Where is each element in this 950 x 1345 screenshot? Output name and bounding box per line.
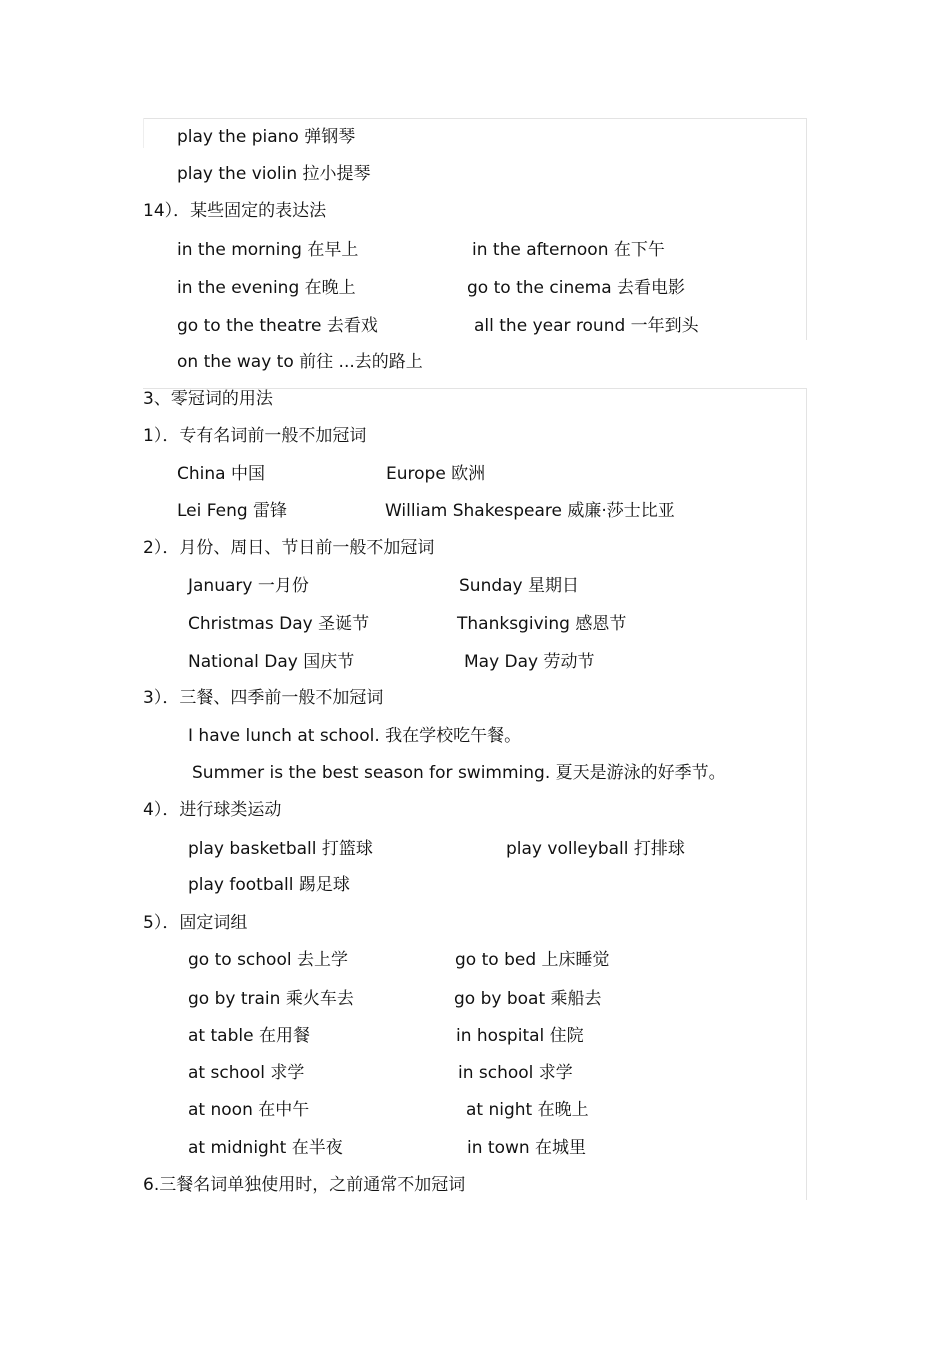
frame-left-rule-upper [143, 118, 144, 148]
section-heading-6: 6.三餐名词单独使用时，之前通常不加冠词 [143, 1175, 466, 1195]
subheading-ball-games: 4）．进行球类运动 [143, 800, 282, 820]
section-heading-14: 14）．某些固定的表达法 [143, 201, 327, 221]
example-play-football: play football 踢足球 [188, 875, 350, 895]
frame-right-rule-upper [806, 118, 807, 340]
subheading-proper-nouns: 1）．专有名词前一般不加冠词 [143, 426, 367, 446]
phrase-in-the-evening: in the evening 在晚上 [177, 278, 356, 298]
phrase-all-year-round: all the year round 一年到头 [474, 316, 699, 336]
example-lunch-at-school: I have lunch at school. 我在学校吃午餐。 [188, 726, 522, 746]
phrase-play-piano: play the piano 弹钢琴 [177, 127, 356, 147]
phrase-go-to-school: go to school 去上学 [188, 950, 348, 970]
phrase-in-hospital: in hospital 住院 [456, 1026, 584, 1046]
example-christmas-day: Christmas Day 圣诞节 [188, 614, 370, 634]
phrase-go-to-theatre: go to the theatre 去看戏 [177, 316, 378, 336]
example-china: China 中国 [177, 464, 265, 484]
phrase-at-night: at night 在晚上 [466, 1100, 589, 1120]
phrase-at-noon: at noon 在中午 [188, 1100, 310, 1120]
phrase-go-to-bed: go to bed 上床睡觉 [455, 950, 610, 970]
example-play-basketball: play basketball 打篮球 [188, 839, 373, 859]
example-lei-feng: Lei Feng 雷锋 [177, 501, 288, 521]
phrase-at-school: at school 求学 [188, 1063, 305, 1083]
phrase-go-to-cinema: go to the cinema 去看电影 [467, 278, 686, 298]
frame-right-rule-lower [806, 388, 807, 1200]
phrase-go-by-boat: go by boat 乘船去 [454, 989, 602, 1009]
phrase-in-the-morning: in the morning 在早上 [177, 240, 359, 260]
phrase-in-town: in town 在城里 [467, 1138, 587, 1158]
example-shakespeare: William Shakespeare 威廉·莎士比亚 [385, 501, 675, 521]
section-heading-zero-article: 3、零冠词的用法 [143, 389, 273, 409]
phrase-play-violin: play the violin 拉小提琴 [177, 164, 371, 184]
frame-top-rule [143, 118, 807, 119]
example-sunday: Sunday 星期日 [459, 576, 580, 596]
example-may-day: May Day 劳动节 [464, 652, 595, 672]
example-thanksgiving: Thanksgiving 感恩节 [457, 614, 627, 634]
subheading-meals-seasons: 3）．三餐、四季前一般不加冠词 [143, 688, 384, 708]
example-play-volleyball: play volleyball 打排球 [506, 839, 685, 859]
phrase-in-school: in school 求学 [458, 1063, 573, 1083]
phrase-go-by-train: go by train 乘火车去 [188, 989, 354, 1009]
example-national-day: National Day 国庆节 [188, 652, 355, 672]
subheading-months-days-holidays: 2）．月份、周日、节日前一般不加冠词 [143, 538, 435, 558]
phrase-at-table: at table 在用餐 [188, 1026, 310, 1046]
example-summer-swimming: Summer is the best season for swimming. 夏天是游泳的好季节。 [192, 763, 726, 783]
subheading-fixed-phrases: 5）．固定词组 [143, 913, 248, 933]
phrase-at-midnight: at midnight 在半夜 [188, 1138, 343, 1158]
example-january: January 一月份 [188, 576, 309, 596]
phrase-on-the-way-to: on the way to 前往 ...去的路上 [177, 352, 423, 372]
phrase-in-the-afternoon: in the afternoon 在下午 [472, 240, 665, 260]
example-europe: Europe 欧洲 [386, 464, 486, 484]
